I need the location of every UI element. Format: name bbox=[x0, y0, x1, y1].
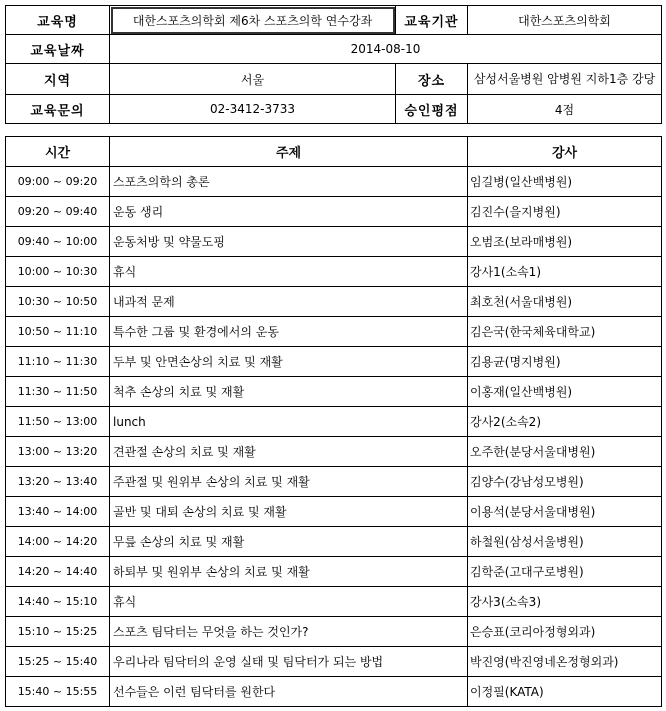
organization-label: 교육기관 bbox=[396, 6, 468, 35]
session-subject: 내과적 문제 bbox=[110, 287, 468, 317]
schedule-row bbox=[6, 497, 662, 527]
session-lecturer: 강사1(소속1) bbox=[468, 257, 662, 287]
schedule-row bbox=[6, 617, 662, 647]
session-lecturer: 이홍재(일산백병원) bbox=[468, 377, 662, 407]
session-time: 15:40 ~ 15:55 bbox=[6, 677, 110, 707]
session-lecturer: 김진수(을지병원) bbox=[468, 197, 662, 227]
venue-value: 삼성서울병원 암병원 지하1층 강당 bbox=[468, 64, 662, 95]
date-label: 교육날짜 bbox=[6, 35, 110, 64]
credit-points-label: 승인평점 bbox=[396, 95, 468, 124]
session-time: 09:00 ~ 09:20 bbox=[6, 167, 110, 197]
session-time: 10:00 ~ 10:30 bbox=[6, 257, 110, 287]
session-lecturer: 김양수(강남성모병원) bbox=[468, 467, 662, 497]
schedule-row bbox=[6, 377, 662, 407]
session-time: 09:20 ~ 09:40 bbox=[6, 197, 110, 227]
region-label: 지역 bbox=[6, 64, 110, 95]
session-subject: 골반 및 대퇴 손상의 치료 및 재활 bbox=[110, 497, 468, 527]
session-lecturer: 박진영(박진영네온정형외과) bbox=[468, 647, 662, 677]
session-time: 14:40 ~ 15:10 bbox=[6, 587, 110, 617]
schedule-row bbox=[6, 437, 662, 467]
session-time: 14:00 ~ 14:20 bbox=[6, 527, 110, 557]
region-value: 서울 bbox=[110, 64, 396, 95]
session-time: 11:30 ~ 11:50 bbox=[6, 377, 110, 407]
course-name-value: 대한스포츠의학회 제6차 스포츠의학 연수강좌 bbox=[110, 6, 396, 35]
session-lecturer: 김은국(한국체육대학교) bbox=[468, 317, 662, 347]
session-subject: 견관절 손상의 치료 및 재활 bbox=[110, 437, 468, 467]
course-name-label: 교육명 bbox=[6, 6, 110, 35]
session-time: 10:50 ~ 11:10 bbox=[6, 317, 110, 347]
session-time: 09:40 ~ 10:00 bbox=[6, 227, 110, 257]
schedule-header-row bbox=[6, 137, 662, 167]
session-subject: 스포츠의학의 총론 bbox=[110, 167, 468, 197]
schedule-row bbox=[6, 257, 662, 287]
session-subject: 두부 및 안면손상의 치료 및 재활 bbox=[110, 347, 468, 377]
session-time: 10:30 ~ 10:50 bbox=[6, 287, 110, 317]
session-subject: 선수들은 이런 팀닥터를 원한다 bbox=[110, 677, 468, 707]
schedule-row bbox=[6, 167, 662, 197]
session-lecturer: 임길병(일산백병원) bbox=[468, 167, 662, 197]
session-time: 15:10 ~ 15:25 bbox=[6, 617, 110, 647]
session-time: 15:25 ~ 15:40 bbox=[6, 647, 110, 677]
session-subject: 우리나라 팀닥터의 운영 실태 및 팀닥터가 되는 방법 bbox=[110, 647, 468, 677]
session-subject: lunch bbox=[110, 407, 468, 437]
session-subject: 휴식 bbox=[110, 257, 468, 287]
session-lecturer: 김용균(명지병원) bbox=[468, 347, 662, 377]
venue-label: 장소 bbox=[396, 64, 468, 95]
schedule-row bbox=[6, 527, 662, 557]
time-column-header: 시간 bbox=[6, 137, 110, 167]
schedule-row bbox=[6, 557, 662, 587]
credit-points-value: 4점 bbox=[468, 95, 662, 124]
schedule-row bbox=[6, 407, 662, 437]
session-time: 14:20 ~ 14:40 bbox=[6, 557, 110, 587]
schedule-row bbox=[6, 317, 662, 347]
schedule-row bbox=[6, 347, 662, 377]
schedule-row bbox=[6, 647, 662, 677]
session-lecturer: 김학준(고대구로병원) bbox=[468, 557, 662, 587]
session-lecturer: 하철원(삼성서울병원) bbox=[468, 527, 662, 557]
session-time: 13:20 ~ 13:40 bbox=[6, 467, 110, 497]
session-lecturer: 오범조(보라매병원) bbox=[468, 227, 662, 257]
subject-column-header: 주제 bbox=[110, 137, 468, 167]
contact-label: 교육문의 bbox=[6, 95, 110, 124]
session-lecturer: 이정필(KATA) bbox=[468, 677, 662, 707]
session-subject: 주관절 및 원위부 손상의 치료 및 재활 bbox=[110, 467, 468, 497]
session-subject: 운동 생리 bbox=[110, 197, 468, 227]
contact-value: 02-3412-3733 bbox=[110, 95, 396, 124]
session-subject: 하퇴부 및 원위부 손상의 치료 및 재활 bbox=[110, 557, 468, 587]
schedule-row bbox=[6, 677, 662, 707]
session-subject: 무릎 손상의 치료 및 재활 bbox=[110, 527, 468, 557]
session-time: 13:40 ~ 14:00 bbox=[6, 497, 110, 527]
schedule-row bbox=[6, 287, 662, 317]
session-subject: 스포츠 팀닥터는 무엇을 하는 것인가? bbox=[110, 617, 468, 647]
session-subject: 휴식 bbox=[110, 587, 468, 617]
session-lecturer: 최호천(서울대병원) bbox=[468, 287, 662, 317]
session-time: 13:00 ~ 13:20 bbox=[6, 437, 110, 467]
session-subject: 운동처방 및 약물도핑 bbox=[110, 227, 468, 257]
session-lecturer: 오주한(분당서울대병원) bbox=[468, 437, 662, 467]
session-time: 11:50 ~ 13:00 bbox=[6, 407, 110, 437]
session-time: 11:10 ~ 11:30 bbox=[6, 347, 110, 377]
session-lecturer: 이용석(분당서울대병원) bbox=[468, 497, 662, 527]
session-lecturer: 강사2(소속2) bbox=[468, 407, 662, 437]
session-subject: 척추 손상의 치료 및 재활 bbox=[110, 377, 468, 407]
schedule-row bbox=[6, 197, 662, 227]
session-lecturer: 은승표(코리아정형외과) bbox=[468, 617, 662, 647]
organization-value: 대한스포츠의학회 bbox=[468, 6, 662, 35]
session-lecturer: 강사3(소속3) bbox=[468, 587, 662, 617]
lecturer-column-header: 강사 bbox=[468, 137, 662, 167]
date-value: 2014-08-10 bbox=[110, 35, 662, 64]
schedule-row bbox=[6, 587, 662, 617]
schedule-row bbox=[6, 467, 662, 497]
course-info-table bbox=[5, 5, 662, 124]
schedule-row bbox=[6, 227, 662, 257]
session-subject: 특수한 그룹 및 환경에서의 운동 bbox=[110, 317, 468, 347]
schedule-table bbox=[5, 136, 662, 707]
